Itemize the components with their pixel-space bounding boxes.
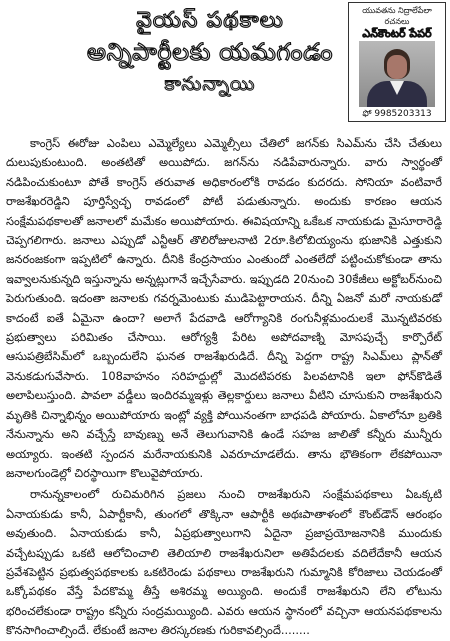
column-name: ఎన్‌కౌంటర్ పేపర్: [362, 27, 432, 40]
headline-line-2: అన్నిపార్టీలకు యమగండం: [86, 38, 334, 66]
author-tagline: యువతను నిద్రాలేపేలా రచనలు: [362, 6, 432, 26]
photo-face-shape: [387, 55, 407, 79]
article-paragraph-2: రానున్నకాలంలో రుచిమరిగిన ప్రజలు నుంచి రాజశేఖరుని సంక్షేమపథకాలు ఏఒక్కటి ఏనాయకుడు కానీ, ఏపార్టీకానీ, తుంగలో తొక్కినా ఆపార్టీకి అథఃపాతాళంలో కౌంట్‌డౌన్ ఆరంభం అవుతుంది. ఏనాయకుడు కానీ, ఏప్రభుత్వాలుగాని ఏదైనా ప్రజాప్రయోజనానికి ముందుకు వచ్చేటప్పుడు ఒకటి ఆలోచించాలి తెలియాలి రాజశేఖరునిలా అతిపేదలకు వదిలేదేకానీ ఆయన ప్రవేశపెట్టిన ప్రభుత్వపథకాలకు ఒకటిరెండు పథకాలు రాజశేఖరుని గుమ్మానికి కోరిజాలు చెయడంతో ఒక్కోపథకం వేస్తే పేదకొమ్మ తీస్తే అశిరమ్మ అయ్యింది. అందుకే రాజశేఖరుని లేని లోటును భరించలేకుండా రాష్ట్రం కన్నీరు సంద్రమయ్యింది. ఎవరు ఆయన స్థానంలో వచ్చినా ఆయనపథకాలను కొనసాగించాల్సిందే. లేకుంటే జనాల తిరస్కరణకు గురికావల్సిందే........: [6, 487, 442, 638]
headline-line-1: వైయస్ పథకాలు: [136, 8, 284, 33]
headline: [60, 6, 360, 98]
author-box: [348, 2, 446, 122]
headline-line-3: కానున్నాయి: [164, 73, 256, 95]
author-phone: ఫో 9985203313: [362, 109, 432, 119]
article-paragraph-1: కాంగ్రెస్ ఈరోజు ఎంపిలు ఎమ్మెల్యేలు ఎమ్మెల్సీలు చేతిలో జగన్‌కు సిఎమ్‌ను చేసి చేతులు దులుపుకుంటుంది. అంతటితో అయిపోదు. జగన్‌ను నడిపేవారున్నారు. వారు స్వార్థంతో నడిపించుకుంటూ పోతే కాంగ్రెస్ తరువాత అధికారంలోకి రావడం కుదరదు. సోనియా వంటివారే రాజశేఖరరెడ్డిని పూర్తిస్వేచ్ఛ రావడంలో పోటీ పడుతున్నారు. అందుకు కారణం ఆయన సంక్షేమపథకాలతో జనాలలో మమేకం అయిపోయారు. ఈవిషయాన్ని ఒకేఒక నాయకుడు మైసూరారెడ్డి చెప్పగలిగారు. జనాలు ఎప్పుడో ఎన్టీఆర్ తొలిరోజులనాటి 2రూ.కిలోబియ్యంను భుజానికి ఎత్తుకుని జనరంజకంగా ఇప్పటిలో ఉన్నారు. దీనికి కేంద్రసాయం ఎంతుందో ఎంతలేదో పట్టించుకోకుండా తాను ఇవ్వాలనుకున్నది ఇస్తున్నాను అన్నట్లుగానే ఇచ్చేసేవారు. ఇప్పుడది 20నుంచి 30కేజీలు అక్టోబర్‌నుంచి పెరుగుతుంది. ఇదంతా జనాలకు గవర్నమెంటుకు ముడిపెట్టారాయన. దీన్ని ఏజనో మరో నాయకుడో కాదంటే ఐతే ఏమైనా ఉందా? అలాగే పేదవాడి ఆరోగ్యానికి రంగునీళ్లమందులకే మొన్నటివరకు ప్రభుత్వాలు పరిమితం చేసాయి. ఆరోగ్యశ్రీ పేరిట అపోదవాణ్ని మోసపుచ్చే కార్పొరేట్ ఆసుపత్రిబేసిమ్‌లో ఒబ్బందులేని ఘనత రాజశేఖరుడిదే. దీన్ని పెద్దగా రాష్ట్ర సిఎమ్‌లు ప్లాన్‌తో వెనుకడుగువేసారు. 108వాహనం సరిహద్దుల్లో మొదటిపరకు పిలవటానికి ఇలా ఫోన్‌కొడితే అలాపిలుస్తుంది. పావలా వడ్డీలు ఇందిరమ్మఇళ్లు తెల్లకార్డులు జనాలు వీటిని చూసుకుని రాజశేఖరుని మృతికి చిన్నాభిన్నం అయిపోయారు ఇంట్లో వ్యక్తి పోయినంతగా బాధపడి పోయారు. ఏకాలోనూ బ్రతికి నేనున్నాను అని వచ్చేస్తే బావుణ్ను అనే తెలుగువానికి ఉండే సహజ జాలితో కన్నీరు మున్నీరు అయ్యారు. ఇంతటి స్పందన మరేనాయకునికి ఎవరూచూడలేదు. తాను భౌతికంగా లేకపోయినా జనాలగుండెల్లో చిరస్థాయిగా కొలువైపోయారు.: [6, 136, 442, 480]
article-body: [6, 134, 442, 641]
author-photo: [359, 41, 435, 107]
